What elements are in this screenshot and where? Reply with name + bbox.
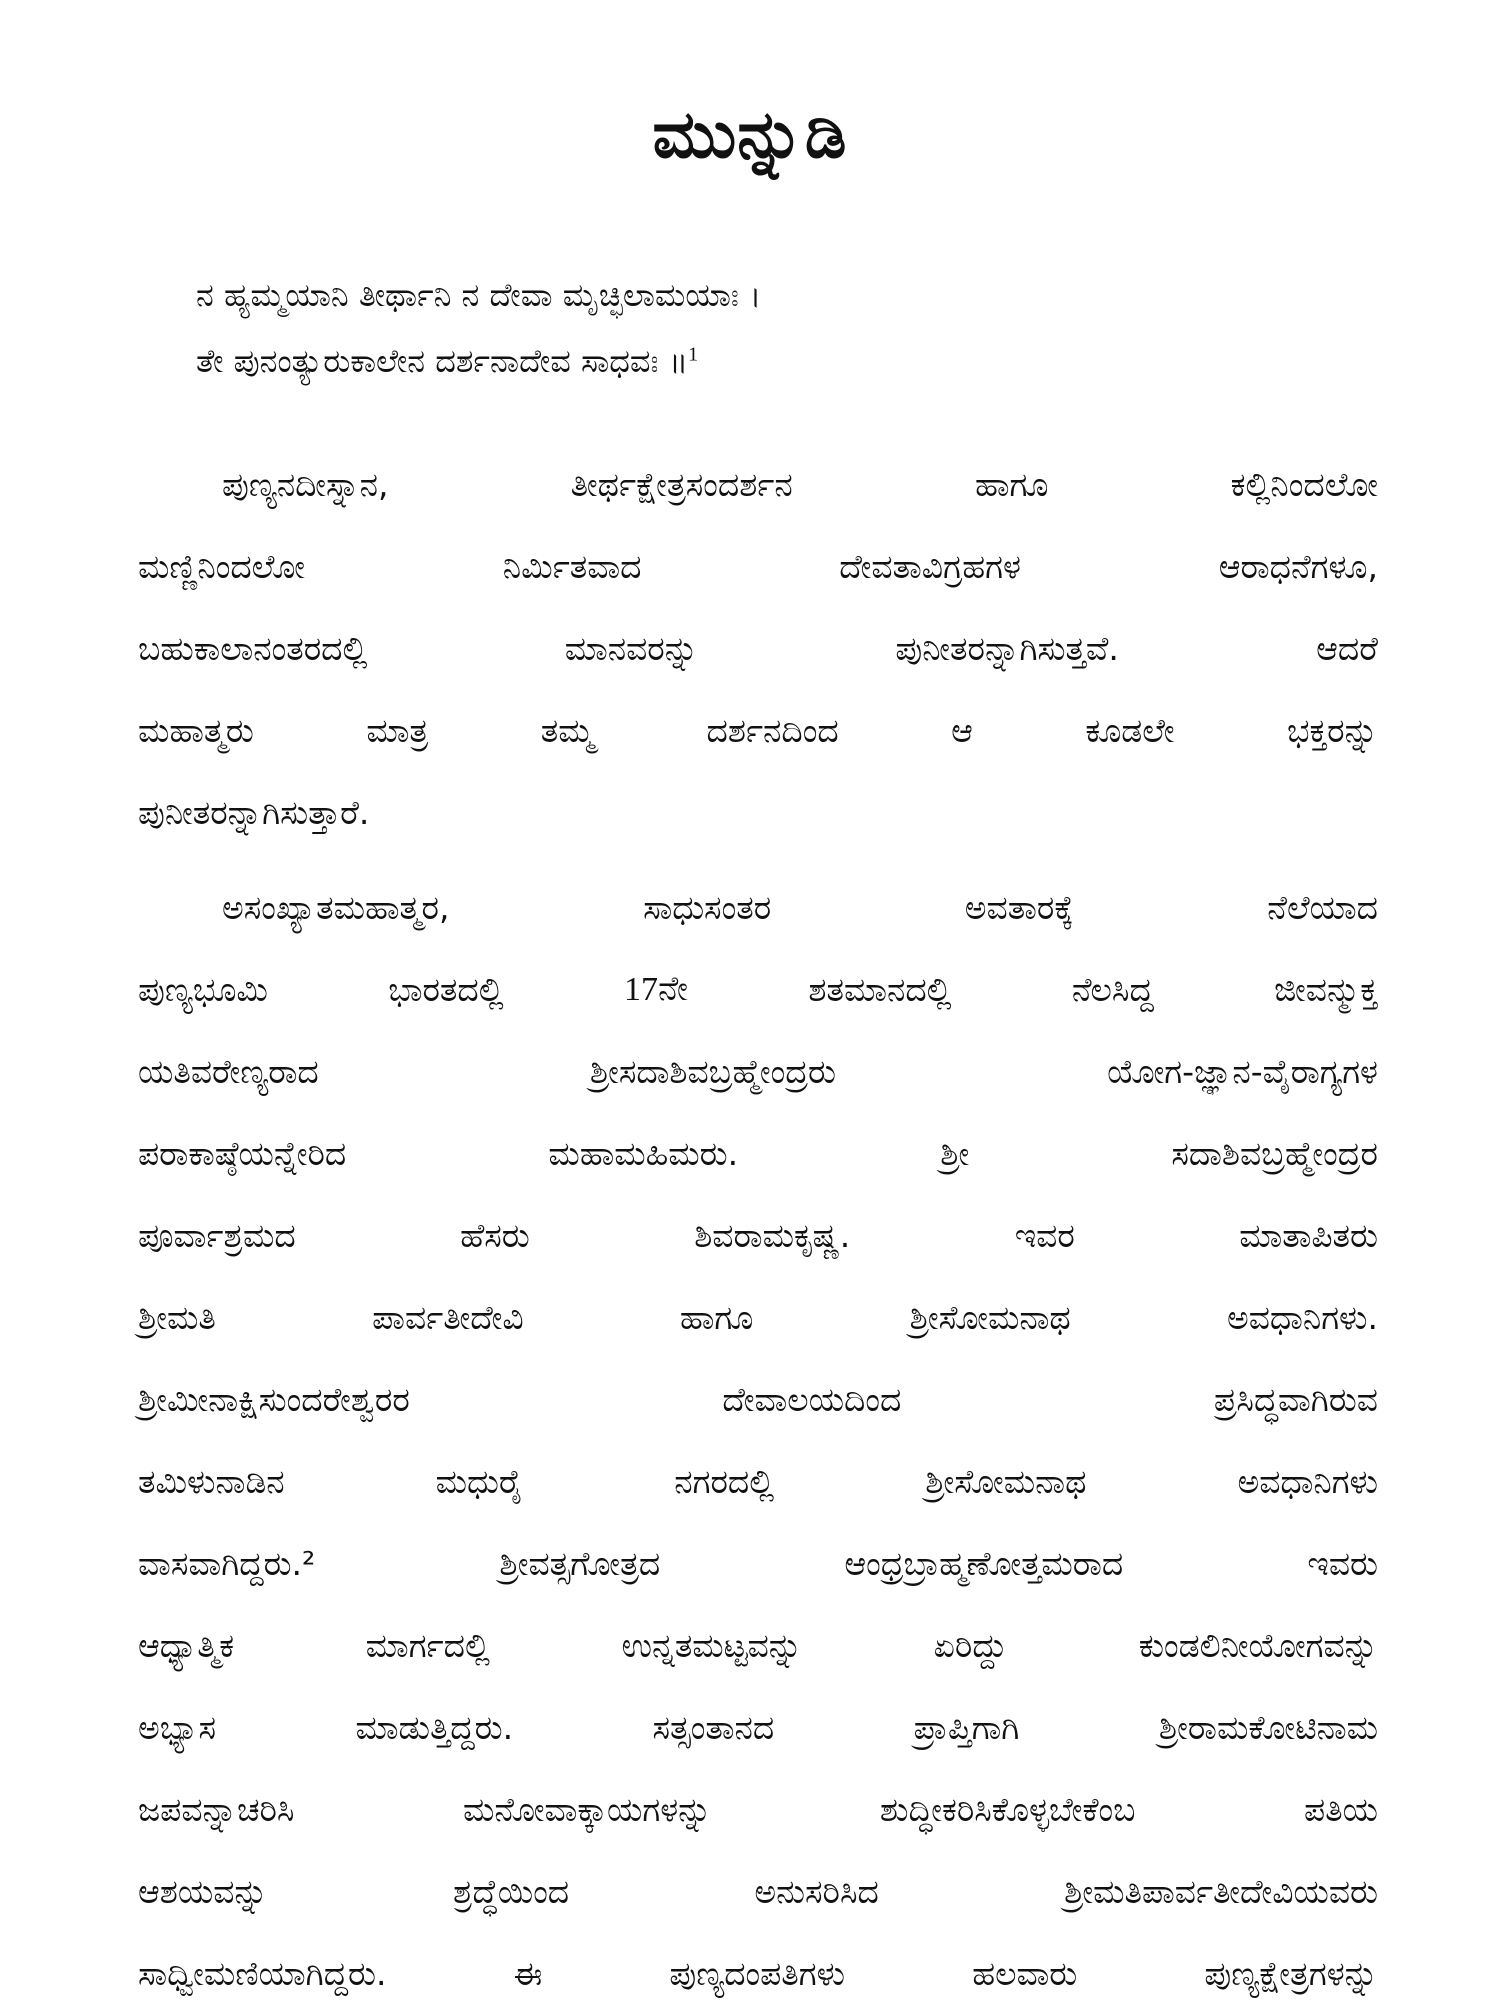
verse-line-text: ನ ಹ್ಯಮ್ಮಯಾನಿ ತೀರ್ಥಾನಿ ನ ದೇವಾ ಮೃಚ್ಛಿಲಾಮಯಾಃ । — [196, 276, 762, 314]
word: ಅವಧಾನಿಗಳು — [1237, 1462, 1378, 1501]
word: ಶತಮಾನದಲ್ಲಿ — [808, 970, 952, 1009]
word: ಪ್ರಸಿದ್ಧವಾಗಿರುವ — [1213, 1380, 1378, 1419]
word: ಪುಣ್ಯನದೀಸ್ನಾನ, — [222, 465, 389, 504]
word: ಏರಿದ್ದು — [933, 1626, 1008, 1665]
word: ಪುನೀತರನ್ನಾಗಿಸುತ್ತಾರೆ. — [138, 793, 370, 832]
word: ಶ್ರೀ — [940, 1134, 970, 1173]
footnote-ref: 1 — [688, 343, 699, 366]
word: ತೀರ್ಥಕ್ಷೇತ್ರಸಂದರ್ಶನ — [570, 465, 793, 504]
word: ಶುದ್ಧೀಕರಿಸಿಕೊಳ್ಳಬೇಕೆಂಬ — [879, 1790, 1136, 1829]
word: ಪುನೀತರನ್ನಾಗಿಸುತ್ತವೆ. — [895, 629, 1119, 668]
word: ಅವತಾರಕ್ಕೆ — [964, 888, 1074, 927]
word: ಪ್ರಾಪ್ತಿಗಾಗಿ — [913, 1708, 1020, 1747]
word: ಆ — [951, 711, 973, 750]
verse-line-text: ತೇ ಪುನಂತ್ಯುರುಕಾಲೇನ ದರ್ಶನಾದೇವ ಸಾಧವಃ ॥ — [196, 342, 689, 380]
word: ಸಾಧ್ವೀಮಣಿಯಾಗಿದ್ದರು. — [138, 1954, 387, 1993]
word: ನಗರದಲ್ಲಿ — [674, 1462, 775, 1501]
word: ಮಹಾಮಹಿಮರು. — [548, 1134, 739, 1173]
word: ತಮಿಳುನಾಡಿನ — [138, 1462, 285, 1501]
text-line — [138, 949, 1378, 1031]
word: ಅವಧಾನಿಗಳು. — [1226, 1298, 1378, 1337]
text-line — [138, 1031, 1378, 1113]
text-line — [138, 608, 1378, 690]
word: ಆಂಧ್ರಬ್ರಾಹ್ಮಣೋತ್ತಮರಾದ — [844, 1544, 1124, 1583]
word: ಬಹುಕಾಲಾನಂತರದಲ್ಲಿ — [138, 629, 368, 668]
word: ಇವರ — [1014, 1216, 1075, 1255]
word: ಹಲವಾರು — [972, 1954, 1078, 1993]
word: ಶ್ರೀರಾಮಕೋಟಿನಾಮ — [1158, 1708, 1378, 1747]
verse-line — [196, 328, 1346, 394]
word: ಯತಿವರೇಣ್ಯರಾದ — [138, 1052, 319, 1091]
text-line — [138, 1195, 1378, 1277]
word: ಮಾತ್ರ — [366, 711, 429, 750]
word: ಮಹಾತ್ಮರು — [138, 711, 254, 750]
word: ಪುಣ್ಯದಂಪತಿಗಳು — [669, 1954, 846, 1993]
word: ಕೂಡಲೇ — [1085, 711, 1175, 750]
word: ಮಾಡುತ್ತಿದ್ದರು. — [355, 1708, 514, 1747]
word: ಆಶಯವನ್ನು — [138, 1872, 268, 1911]
word: ದೇವತಾವಿಗ್ರಹಗಳ — [839, 547, 1021, 586]
word: ದರ್ಶನದಿಂದ — [706, 711, 839, 750]
word: ಮನೋವಾಕ್ಕಾಯಗಳನ್ನು — [462, 1790, 712, 1829]
word: ಮಾತಾಪಿತರು — [1239, 1216, 1378, 1255]
word: ಪತಿಯ — [1304, 1790, 1378, 1829]
word: ಶ್ರೀಮತಿಪಾರ್ವತೀದೇವಿಯವರು — [1064, 1872, 1378, 1911]
word: ಶ್ರೀಸೋಮನಾಥ — [925, 1462, 1087, 1501]
text-line — [138, 1769, 1378, 1851]
text-line — [138, 1605, 1378, 1687]
word: ಶ್ರೀವತ್ಸಗೋತ್ರದ — [499, 1544, 661, 1583]
word: ಅಸಂಖ್ಯಾತಮಹಾತ್ಮರ, — [222, 888, 450, 927]
word: ತಮ್ಮ — [540, 711, 595, 750]
word: ಮಧುರೈ — [435, 1462, 524, 1501]
word: ಶ್ರೀಮೀನಾಕ್ಷಿಸುಂದರೇಶ್ವರರ — [138, 1380, 410, 1419]
word: ಹೆಸರು — [460, 1216, 530, 1255]
word: ಭಾರತದಲ್ಲಿ — [388, 970, 504, 1009]
word: ಕುಂಡಲಿನೀಯೋಗವನ್ನು — [1138, 1626, 1378, 1665]
word: ಇವರು — [1307, 1544, 1378, 1583]
word: ಪರಾಕಾಷ್ಠೆಯನ್ನೇರಿದ — [138, 1134, 347, 1173]
word: ಪಾರ್ವತೀದೇವಿ — [372, 1298, 524, 1337]
word: ಪುಣ್ಯಕ್ಷೇತ್ರಗಳನ್ನು — [1204, 1954, 1378, 1993]
word: ಭಕ್ತರನ್ನು — [1286, 711, 1378, 750]
word: ನಿರ್ಮಿತವಾದ — [502, 547, 642, 586]
word: ನೆಲೆಯಾದ — [1267, 888, 1378, 927]
page-title: ಮುನ್ನುಡಿ — [652, 96, 848, 173]
paragraph-1 — [138, 444, 1378, 854]
text-line — [138, 1113, 1378, 1195]
sanskrit-verse — [196, 262, 1346, 394]
word: ಅಭ್ಯಾಸ — [138, 1708, 217, 1747]
word: ಹಾಗೂ — [974, 465, 1049, 504]
word: ವಾಸವಾಗಿದ್ದರು.² — [138, 1544, 316, 1583]
word: 17ನೇ — [624, 971, 689, 1008]
word: ಪುಣ್ಯಭೂಮಿ — [138, 970, 268, 1009]
word: ಯೋಗ-ಜ್ಞಾನ-ವೈರಾಗ್ಯಗಳ — [1107, 1052, 1378, 1091]
word: ಶಿವರಾಮಕೃಷ್ಣ. — [694, 1216, 851, 1255]
word: ಉನ್ನತಮಟ್ಟವನ್ನು — [621, 1626, 803, 1665]
word: ಆದರೆ — [1316, 629, 1378, 668]
word: ಆರಾಧನೆಗಳೂ, — [1218, 547, 1378, 586]
word: ಜಪವನ್ನಾಚರಿಸಿ — [138, 1790, 295, 1829]
word: ಜೀವನ್ಮುಕ್ತ — [1274, 970, 1378, 1009]
word: ಆಧ್ಯಾತ್ಮಿಕ — [138, 1626, 235, 1665]
word: ಶ್ರೀಸೋಮನಾಥ — [909, 1298, 1071, 1337]
text-line — [138, 772, 1378, 854]
word: ಸಾಧುಸಂತರ — [643, 888, 772, 927]
text-line — [138, 690, 1378, 772]
paragraph-2 — [138, 867, 1378, 2015]
word: ಅನುಸರಿಸಿದ — [754, 1872, 879, 1911]
text-line — [138, 1933, 1378, 2015]
text-line — [138, 1441, 1378, 1523]
word: ಸತ್ಸಂತಾನದ — [652, 1708, 775, 1747]
text-line — [138, 867, 1378, 949]
word: ಪೂರ್ವಾಶ್ರಮದ — [138, 1216, 296, 1255]
word: ದೇವಾಲಯದಿಂದ — [722, 1380, 902, 1419]
word: ನೆಲಸಿದ್ದ — [1071, 970, 1154, 1009]
text-line — [138, 1523, 1378, 1605]
text-line — [138, 444, 1378, 526]
text-line — [138, 1687, 1378, 1769]
word: ಸದಾಶಿವಬ್ರಹ್ಮೇಂದ್ರರ — [1171, 1134, 1378, 1173]
word: ಶ್ರೀಮತಿ — [138, 1298, 216, 1337]
word: ಮಾರ್ಗದಲ್ಲಿ — [365, 1626, 490, 1665]
word: ಶ್ರದ್ಧೆಯಿಂದ — [452, 1872, 570, 1911]
verse-line — [196, 262, 1346, 328]
text-line — [138, 1851, 1378, 1933]
text-line — [138, 1277, 1378, 1359]
text-line — [138, 526, 1378, 608]
word: ಈ — [513, 1954, 543, 1993]
text-line — [138, 1359, 1378, 1441]
word: ಮಣ್ಣಿನಿಂದಲೋ — [138, 547, 305, 586]
word: ಹಾಗೂ — [679, 1298, 754, 1337]
word: ಶ್ರೀಸದಾಶಿವಬ್ರಹ್ಮೇಂದ್ರರು — [589, 1052, 836, 1091]
word: ಕಲ್ಲಿನಿಂದಲೋ — [1230, 465, 1378, 504]
word: ಮಾನವರನ್ನು — [564, 629, 699, 668]
